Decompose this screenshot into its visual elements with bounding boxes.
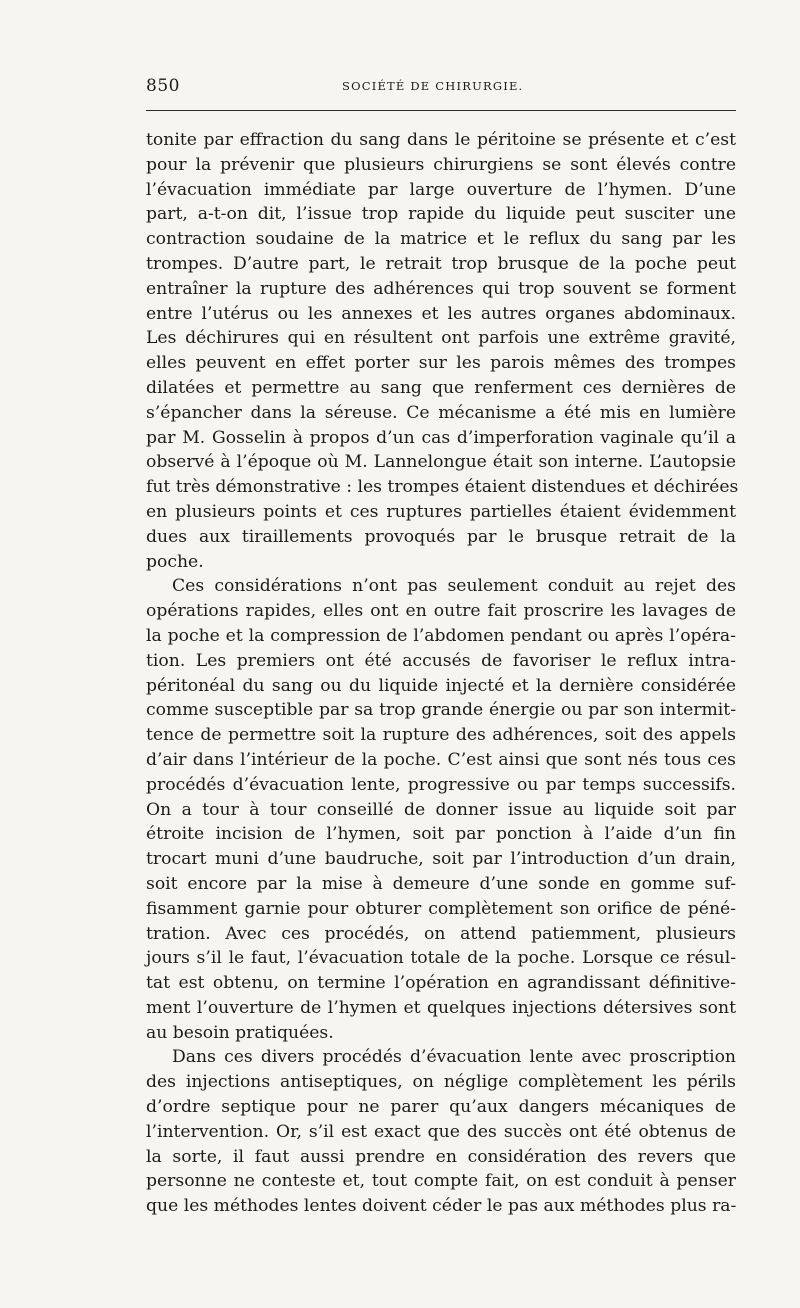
- text-line: part, a-t-on dit, l’issue trop rapide du liquide peut susciter une: [146, 204, 736, 225]
- running-title: SOCIÉTÉ DE CHIRURGIE.: [342, 79, 524, 93]
- header-rule: [146, 110, 736, 111]
- text-line: tonite par effraction du sang dans le péritoine se présente et c’est: [146, 130, 736, 150]
- text-line: dues aux tiraillements provoqués par le brusque retrait de la: [146, 526, 736, 547]
- text-line: tration. Avec ces procédés, on attend patiemment, plusieurs: [146, 923, 736, 944]
- text-line: au besoin pratiquées.: [146, 1022, 334, 1043]
- text-line: des injections antiseptiques, on néglige complètement les périls: [146, 1072, 736, 1093]
- text-line: personne ne conteste et, tout compte fait, on est conduit à penser: [146, 1171, 736, 1192]
- text-line: Les déchirures qui en résultent ont parfois une extrême gravité,: [146, 328, 736, 349]
- text-line: en plusieurs points et ces ruptures partielles étaient évidemment: [146, 501, 736, 522]
- text-line: par M. Gosselin à propos d’un cas d’imperforation vaginale qu’il a: [146, 427, 736, 448]
- text-line: tion. Les premiers ont été accusés de favoriser le reflux intra-: [146, 650, 736, 671]
- text-line: tence de permettre soit la rupture des adhérences, soit des appels: [146, 725, 736, 746]
- text-line: jours s’il le faut, l’évacuation totale de la poche. Lorsque ce résul-: [146, 948, 736, 969]
- running-head: [146, 76, 736, 102]
- text-line: trocart muni d’une baudruche, soit par l’introduction d’un drain,: [146, 849, 736, 870]
- text-line: d’air dans l’intérieur de la poche. C’est ainsi que sont nés tous ces: [146, 749, 736, 770]
- paragraph-start-line: Ces considérations n’ont pas seulement conduit au rejet des: [172, 576, 736, 597]
- text-line: fisamment garnie pour obturer complètement son orifice de péné-: [146, 898, 736, 919]
- text-line: d’ordre septique pour ne parer qu’aux dangers mécaniques de: [146, 1097, 736, 1118]
- text-line: entraîner la rupture des adhérences qui trop souvent se forment: [146, 278, 736, 299]
- text-line: dilatées et permettre au sang que renferment ces dernières de: [146, 377, 736, 398]
- text-line: tat est obtenu, on termine l’opération en agrandissant définitive-: [146, 973, 736, 994]
- text-line: soit encore par la mise à demeure d’une sonde en gomme suf-: [146, 873, 736, 894]
- text-line: contraction soudaine de la matrice et le reflux du sang par les: [146, 229, 736, 250]
- page-number: 850: [146, 76, 180, 96]
- text-line: s’épancher dans la séreuse. Ce mécanisme a été mis en lumière: [146, 402, 736, 423]
- text-line: On a tour à tour conseillé de donner issue au liquide soit par: [146, 799, 736, 820]
- text-line: poche.: [146, 551, 204, 572]
- text-line: opérations rapides, elles ont en outre fait proscrire les lavages de: [146, 601, 736, 622]
- text-line: entre l’utérus ou les annexes et les autres organes abdominaux.: [146, 303, 736, 324]
- body-text: [146, 128, 739, 1219]
- text-line: comme susceptible par sa trop grande énergie ou par son intermit-: [146, 700, 736, 721]
- text-line: trompes. D’autre part, le retrait trop brusque de la poche peut: [146, 253, 736, 274]
- text-line: l’évacuation immédiate par large ouverture de l’hymen. D’une: [146, 179, 736, 200]
- text-line: pour la prévenir que plusieurs chirurgiens se sont élevés contre: [146, 154, 736, 175]
- text-line: observé à l’époque où M. Lannelongue était son interne. L’autopsie: [146, 452, 736, 473]
- text-line: étroite incision de l’hymen, soit par ponction à l’aide d’un fin: [146, 824, 736, 845]
- text-line: fut très démonstrative : les trompes étaient distendues et déchirées: [146, 477, 739, 498]
- paragraph-start-line: Dans ces divers procédés d’évacuation lente avec proscription: [172, 1047, 736, 1068]
- text-line: l’intervention. Or, s’il est exact que des succès ont été obtenus de: [146, 1121, 736, 1142]
- text-line: que les méthodes lentes doivent céder le pas aux méthodes plus ra-: [146, 1196, 737, 1217]
- text-line: elles peuvent en effet porter sur les parois mêmes des trompes: [146, 353, 736, 374]
- text-line: péritonéal du sang ou du liquide injecté et la dernière considérée: [146, 675, 736, 696]
- text-line: ment l’ouverture de l’hymen et quelques injections détersives sont: [146, 997, 736, 1018]
- text-line: procédés d’évacuation lente, progressive ou par temps successifs.: [146, 774, 736, 795]
- text-line: la sorte, il faut aussi prendre en considération des revers que: [146, 1146, 736, 1167]
- text-line: la poche et la compression de l’abdomen pendant ou après l’opéra-: [146, 625, 736, 646]
